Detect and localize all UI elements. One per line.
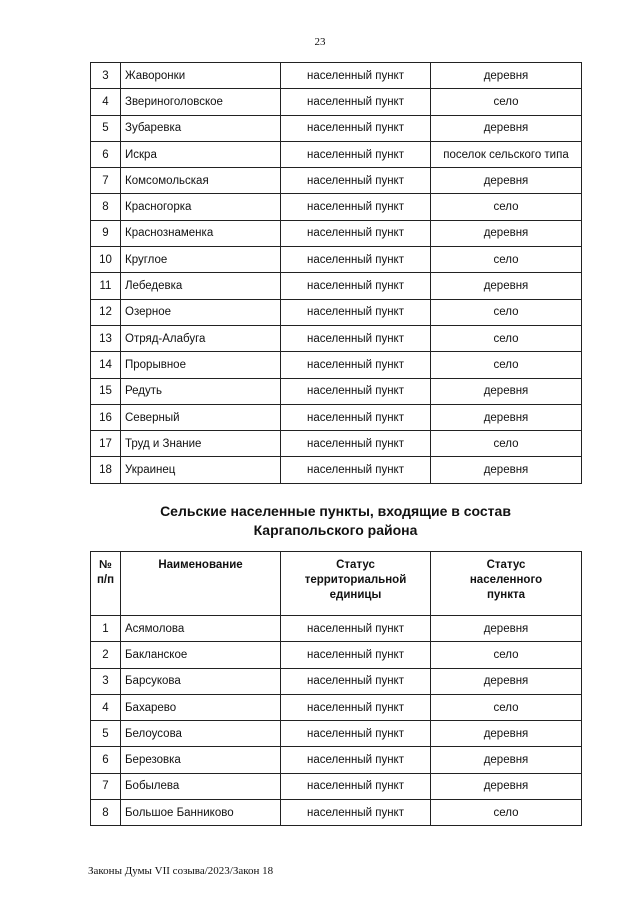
table-row — [91, 115, 582, 141]
row-number: 10 — [91, 247, 121, 273]
table-body — [91, 63, 582, 484]
row-number: 8 — [91, 800, 121, 826]
table-body — [91, 616, 582, 826]
row-number: 4 — [91, 89, 121, 115]
table-row — [91, 668, 582, 694]
settlement-name: Искра — [121, 141, 281, 167]
settlement-name: Труд и Знание — [121, 431, 281, 457]
settlement-type: село — [431, 431, 582, 457]
section-title-line: Каргапольского района — [253, 522, 418, 538]
header-number — [91, 552, 121, 616]
row-number: 16 — [91, 404, 121, 430]
header-text: Статус — [486, 559, 526, 571]
header-name — [121, 552, 281, 616]
header-text: единицы — [329, 589, 382, 601]
territorial-status: населенный пункт — [281, 404, 431, 430]
settlement-name: Барсукова — [121, 668, 281, 694]
settlement-name: Краснознаменка — [121, 220, 281, 246]
settlement-type: деревня — [431, 668, 582, 694]
territorial-status: населенный пункт — [281, 325, 431, 351]
kargapolsky-settlements-table — [90, 551, 582, 826]
header-text: территориальной — [304, 574, 407, 586]
settlement-name: Красногорка — [121, 194, 281, 220]
settlement-type: деревня — [431, 747, 582, 773]
row-number: 2 — [91, 642, 121, 668]
row-number: 3 — [91, 63, 121, 89]
territorial-status: населенный пункт — [281, 378, 431, 404]
territorial-status: населенный пункт — [281, 616, 431, 642]
settlement-name: Комсомольская — [121, 168, 281, 194]
row-number: 15 — [91, 378, 121, 404]
row-number: 11 — [91, 273, 121, 299]
territorial-status: населенный пункт — [281, 642, 431, 668]
table-row — [91, 616, 582, 642]
table-row — [91, 299, 582, 325]
territorial-status: населенный пункт — [281, 694, 431, 720]
table-row — [91, 431, 582, 457]
settlement-type: село — [431, 247, 582, 273]
settlement-name: Редуть — [121, 378, 281, 404]
settlement-name: Прорывное — [121, 352, 281, 378]
territorial-status: населенный пункт — [281, 115, 431, 141]
settlement-name: Березовка — [121, 747, 281, 773]
settlement-type: деревня — [431, 63, 582, 89]
territorial-status: населенный пункт — [281, 220, 431, 246]
territorial-status: населенный пункт — [281, 668, 431, 694]
territorial-status: населенный пункт — [281, 800, 431, 826]
row-number: 4 — [91, 694, 121, 720]
row-number: 5 — [91, 721, 121, 747]
table-row — [91, 247, 582, 273]
settlement-name: Асямолова — [121, 616, 281, 642]
territorial-status: населенный пункт — [281, 352, 431, 378]
table-row — [91, 273, 582, 299]
settlement-name: Звериноголовское — [121, 89, 281, 115]
settlement-type: деревня — [431, 404, 582, 430]
table-row — [91, 352, 582, 378]
row-number: 12 — [91, 299, 121, 325]
settlement-type: село — [431, 194, 582, 220]
territorial-status: населенный пункт — [281, 89, 431, 115]
table-row — [91, 773, 582, 799]
header-text: Наименование — [158, 559, 243, 571]
settlement-name: Большое Банниково — [121, 800, 281, 826]
section-title-line: Сельские населенные пункты, входящие в состав — [160, 503, 511, 519]
territorial-status: населенный пункт — [281, 299, 431, 325]
row-number: 3 — [91, 668, 121, 694]
table-row — [91, 404, 582, 430]
row-number: 14 — [91, 352, 121, 378]
settlement-type: село — [431, 352, 582, 378]
footer-document-reference: Законы Думы VII созыва/2023/Закон 18 — [88, 865, 274, 877]
section-title — [90, 502, 581, 540]
row-number: 5 — [91, 115, 121, 141]
settlement-type: деревня — [431, 721, 582, 747]
settlement-type: деревня — [431, 273, 582, 299]
settlement-type: деревня — [431, 457, 582, 483]
territorial-status: населенный пункт — [281, 141, 431, 167]
territorial-status: населенный пункт — [281, 194, 431, 220]
table-row — [91, 457, 582, 483]
header-settlement-status — [431, 552, 582, 616]
settlements-table-continued — [90, 62, 582, 484]
table-row — [91, 325, 582, 351]
settlement-name: Украинец — [121, 457, 281, 483]
territorial-status: населенный пункт — [281, 457, 431, 483]
table-row — [91, 747, 582, 773]
table-row — [91, 800, 582, 826]
settlement-name: Бакланское — [121, 642, 281, 668]
settlement-type: деревня — [431, 616, 582, 642]
table-row — [91, 89, 582, 115]
table-header — [91, 552, 582, 616]
territorial-status: населенный пункт — [281, 431, 431, 457]
row-number: 8 — [91, 194, 121, 220]
settlement-type: поселок сельского типа — [431, 141, 582, 167]
territorial-status: населенный пункт — [281, 773, 431, 799]
settlement-name: Лебедевка — [121, 273, 281, 299]
row-number: 1 — [91, 616, 121, 642]
settlement-name: Бобылева — [121, 773, 281, 799]
table-row — [91, 721, 582, 747]
table-row — [91, 220, 582, 246]
settlement-type: село — [431, 325, 582, 351]
settlement-type: деревня — [431, 220, 582, 246]
table-row — [91, 63, 582, 89]
table-row — [91, 194, 582, 220]
territorial-status: населенный пункт — [281, 747, 431, 773]
settlement-type: село — [431, 89, 582, 115]
territorial-status: населенный пункт — [281, 247, 431, 273]
settlement-type: деревня — [431, 773, 582, 799]
settlement-type: село — [431, 299, 582, 325]
table-row — [91, 694, 582, 720]
row-number: 17 — [91, 431, 121, 457]
page-number: 23 — [314, 36, 326, 48]
settlement-name: Отряд-Алабуга — [121, 325, 281, 351]
settlement-type: деревня — [431, 115, 582, 141]
header-text: пункта — [486, 589, 526, 601]
territorial-status: населенный пункт — [281, 63, 431, 89]
table-row — [91, 378, 582, 404]
row-number: 7 — [91, 168, 121, 194]
settlement-type: село — [431, 694, 582, 720]
row-number: 7 — [91, 773, 121, 799]
settlement-name: Белоусова — [121, 721, 281, 747]
header-territorial-status — [281, 552, 431, 616]
header-text: населенного — [469, 574, 543, 586]
settlement-name: Зубаревка — [121, 115, 281, 141]
territorial-status: населенный пункт — [281, 168, 431, 194]
header-text: № — [99, 559, 112, 571]
table-row — [91, 642, 582, 668]
settlement-name: Северный — [121, 404, 281, 430]
settlement-name: Бахарево — [121, 694, 281, 720]
header-text: п/п — [96, 574, 115, 586]
territorial-status: населенный пункт — [281, 273, 431, 299]
header-row — [91, 552, 582, 616]
settlement-type: село — [431, 800, 582, 826]
settlement-type: село — [431, 642, 582, 668]
row-number: 13 — [91, 325, 121, 351]
table-row — [91, 141, 582, 167]
table-row — [91, 168, 582, 194]
row-number: 6 — [91, 747, 121, 773]
row-number: 9 — [91, 220, 121, 246]
row-number: 6 — [91, 141, 121, 167]
settlement-type: деревня — [431, 168, 582, 194]
header-text: Статус — [336, 559, 375, 571]
settlement-name: Круглое — [121, 247, 281, 273]
settlement-type: деревня — [431, 378, 582, 404]
settlement-name: Жаворонки — [121, 63, 281, 89]
row-number: 18 — [91, 457, 121, 483]
settlement-name: Озерное — [121, 299, 281, 325]
territorial-status: населенный пункт — [281, 721, 431, 747]
